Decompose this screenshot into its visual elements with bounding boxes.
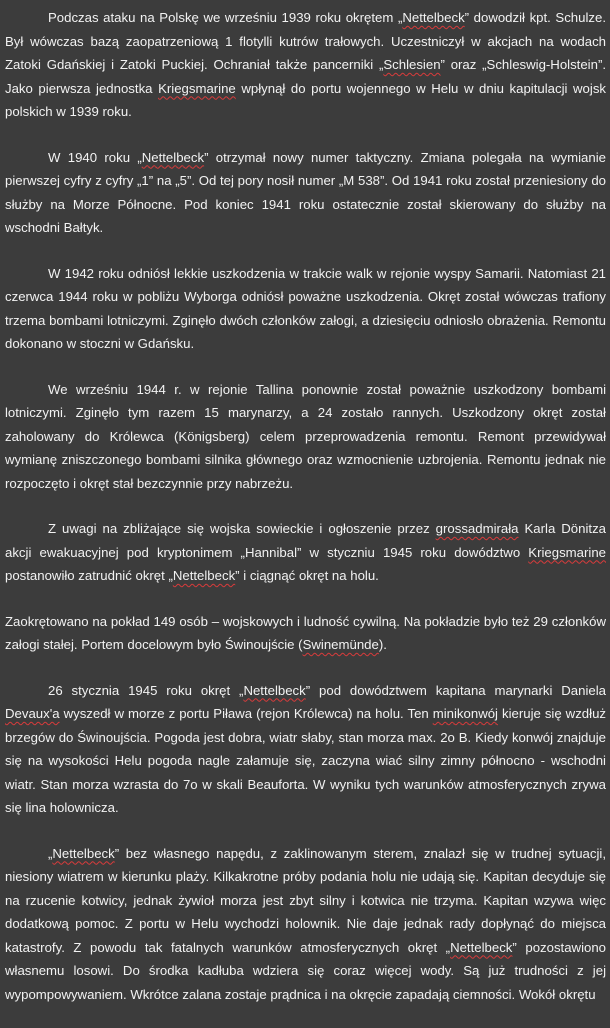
document-body xyxy=(5,6,606,1028)
paragraph-3 xyxy=(5,262,606,356)
text-run: ” bez własnego napędu, z zaklinowanym sterem, znalazł się w trudnej sytuacji, niesiony wiatrem w kierunku plaży. Kilkakrotne próby podania holu nie udają się. Kapitan decyduje się na rzucenie kotwicy, jednak żywioł morza jest zbyt silny i kotwica nie trzyma. Kapitan wzywa więc dodatkową pomoc. Z portu w Helu wychodzi holownik. Nie daje jednak rady dopłynąć do miejsca katastrofy. Z powodu tak fatalnych warunków atmosferycznych okręt „ xyxy=(5,845,606,955)
text-run: wpłynął do portu wojennego w Helu w dniu kapitulacji wojsk polskich w 1939 roku. xyxy=(5,80,607,119)
paragraph-1 xyxy=(5,6,606,124)
text-run: postanowiło zatrudnić okręt „ xyxy=(5,568,173,583)
spellcheck-flagged-word: Kriegsmarine xyxy=(158,80,236,96)
spellcheck-flagged-word: Swinemünde xyxy=(302,637,379,652)
text-run: ” pozostawiono własnemu losowi. Do środka kadłuba wdziera się coraz więcej wody. Są już trudności z jej wypompowywaniem. Wkrótce zalana zostaje prądnica i na okręcie zapadają ciemności. Wokół okrętu xyxy=(5,939,606,1002)
text-run: wyszedł w morze z portu Piława (rejon Królewca) na holu. Ten xyxy=(59,706,433,721)
text-run: kieruje się wzdłuż brzegów do Świnoujścia. Pogoda jest dobra, wiatr słaby, stan morza max. 2o B. Kiedy konwój znajduje się na wysokości Helu pogoda nagle załamuje się, zaczyna wiać silny zimny północno - wschodni wiatr. Stan morza wzrasta do 7o w skali Beauforta. W wyniku tych warunków atmosferycznych zrywa się lina holownicza. xyxy=(5,706,606,815)
spellcheck-flagged-word: minikonwój xyxy=(432,706,498,721)
spellcheck-flagged-word: Nettelbeck xyxy=(450,939,513,955)
paragraph-5 xyxy=(5,517,606,588)
spellcheck-flagged-word: Nettelbeck xyxy=(243,682,306,698)
text-run: Podczas ataku na Polskę we wrześniu 1939 roku okrętem „ xyxy=(48,10,403,25)
spellcheck-flagged-word: Nettelbeck xyxy=(402,10,465,25)
text-run: ” oraz „Schleswig-Holstein”. Jako pierwsza jednostka xyxy=(5,57,607,96)
text-run: Z uwagi na zbliżające się wojska sowieckie i ogłoszenie przez xyxy=(48,521,436,536)
text-run: Zaokrętowano na pokład 149 osób – wojskowych i ludność cywilną. Na pokładzie było też 29 członków załogi stałej. Portem docelowym było Świnoujście ( xyxy=(5,613,606,652)
spellcheck-flagged-word: Nettelbeck xyxy=(52,845,115,861)
spellcheck-flagged-word: Nettelbeck xyxy=(172,568,236,583)
spellcheck-flagged-word: Schlesien xyxy=(383,57,441,72)
text-run: 26 stycznia 1945 roku okręt „ xyxy=(48,682,244,698)
paragraph-2 xyxy=(5,146,606,240)
text-run: ” otrzymał nowy numer taktyczny. Zmiana polegała na wymianie pierwszej cyfry z cyfry „1” na „5”. Od tej pory nosił numer „M 538”. Od 1941 roku został przeniesiony do służby na Morze Północne. Pod koniec 1941 roku ostatecznie został skierowany do służby na wschodni Bałtyk. xyxy=(5,149,606,235)
spellcheck-flagged-word: Kriegsmarine xyxy=(528,544,606,560)
text-run: Karla Dönitza akcji ewakuacyjnej pod kryptonimem „Hannibal” w styczniu 1945 roku dowództwo xyxy=(5,521,607,560)
spellcheck-flagged-word: grossadmirała xyxy=(435,521,519,536)
paragraph-7 xyxy=(5,679,606,820)
paragraph-8 xyxy=(5,842,606,1007)
text-run: W 1942 roku odniósł lekkie uszkodzenia w trakcie walk w rejonie wyspy Samarii. Natomiast 21 czerwca 1944 roku w pobliżu Wyborga odniósł poważne uszkodzenia. Okręt został wówczas trafiony trzema bombami lotniczymi. Zginęło dwóch członków załogi, a dziesięciu odniosło obrażenia. Remontu dokonano w stoczni w Gdańsku. xyxy=(5,265,606,351)
text-run: ” i ciągnąć okręt na holu. xyxy=(235,568,379,583)
spellcheck-flagged-word: Nettelbeck xyxy=(141,149,205,165)
text-run: ). xyxy=(378,637,387,652)
paragraph-4 xyxy=(5,378,606,496)
text-run: „ xyxy=(48,845,53,861)
spellcheck-flagged-word: Devaux'a xyxy=(5,706,60,721)
text-run: W 1940 roku „ xyxy=(48,149,142,165)
text-run: ” dowodził kpt. Schulze. Był wówczas bazą zaopatrzeniową 1 flotylli kutrów trałowych. Uczestniczył w akcjach na wodach Zatoki Gdańskiej i Zatoki Puckiej. Ochraniał także pancerniki „ xyxy=(5,10,606,72)
paragraph-6 xyxy=(5,610,606,657)
text-run: We wrześniu 1944 r. w rejonie Tallina ponownie został poważnie uszkodzony bombami lotniczymi. Zginęło tym razem 15 marynarzy, a 24 zostało rannych. Uszkodzony okręt został zaholowany do Królewca (Königsberg) celem przeprowadzenia remontu. Remont przewidywał wymianę zniszczonego bombami silnika głównego oraz wzmocnienie uzbrojenia. Remontu jednak nie rozpoczęto i okręt stał bezczynnie przy nabrzeżu. xyxy=(5,381,606,491)
text-run: ” pod dowództwem kapitana marynarki Daniela xyxy=(305,682,606,698)
